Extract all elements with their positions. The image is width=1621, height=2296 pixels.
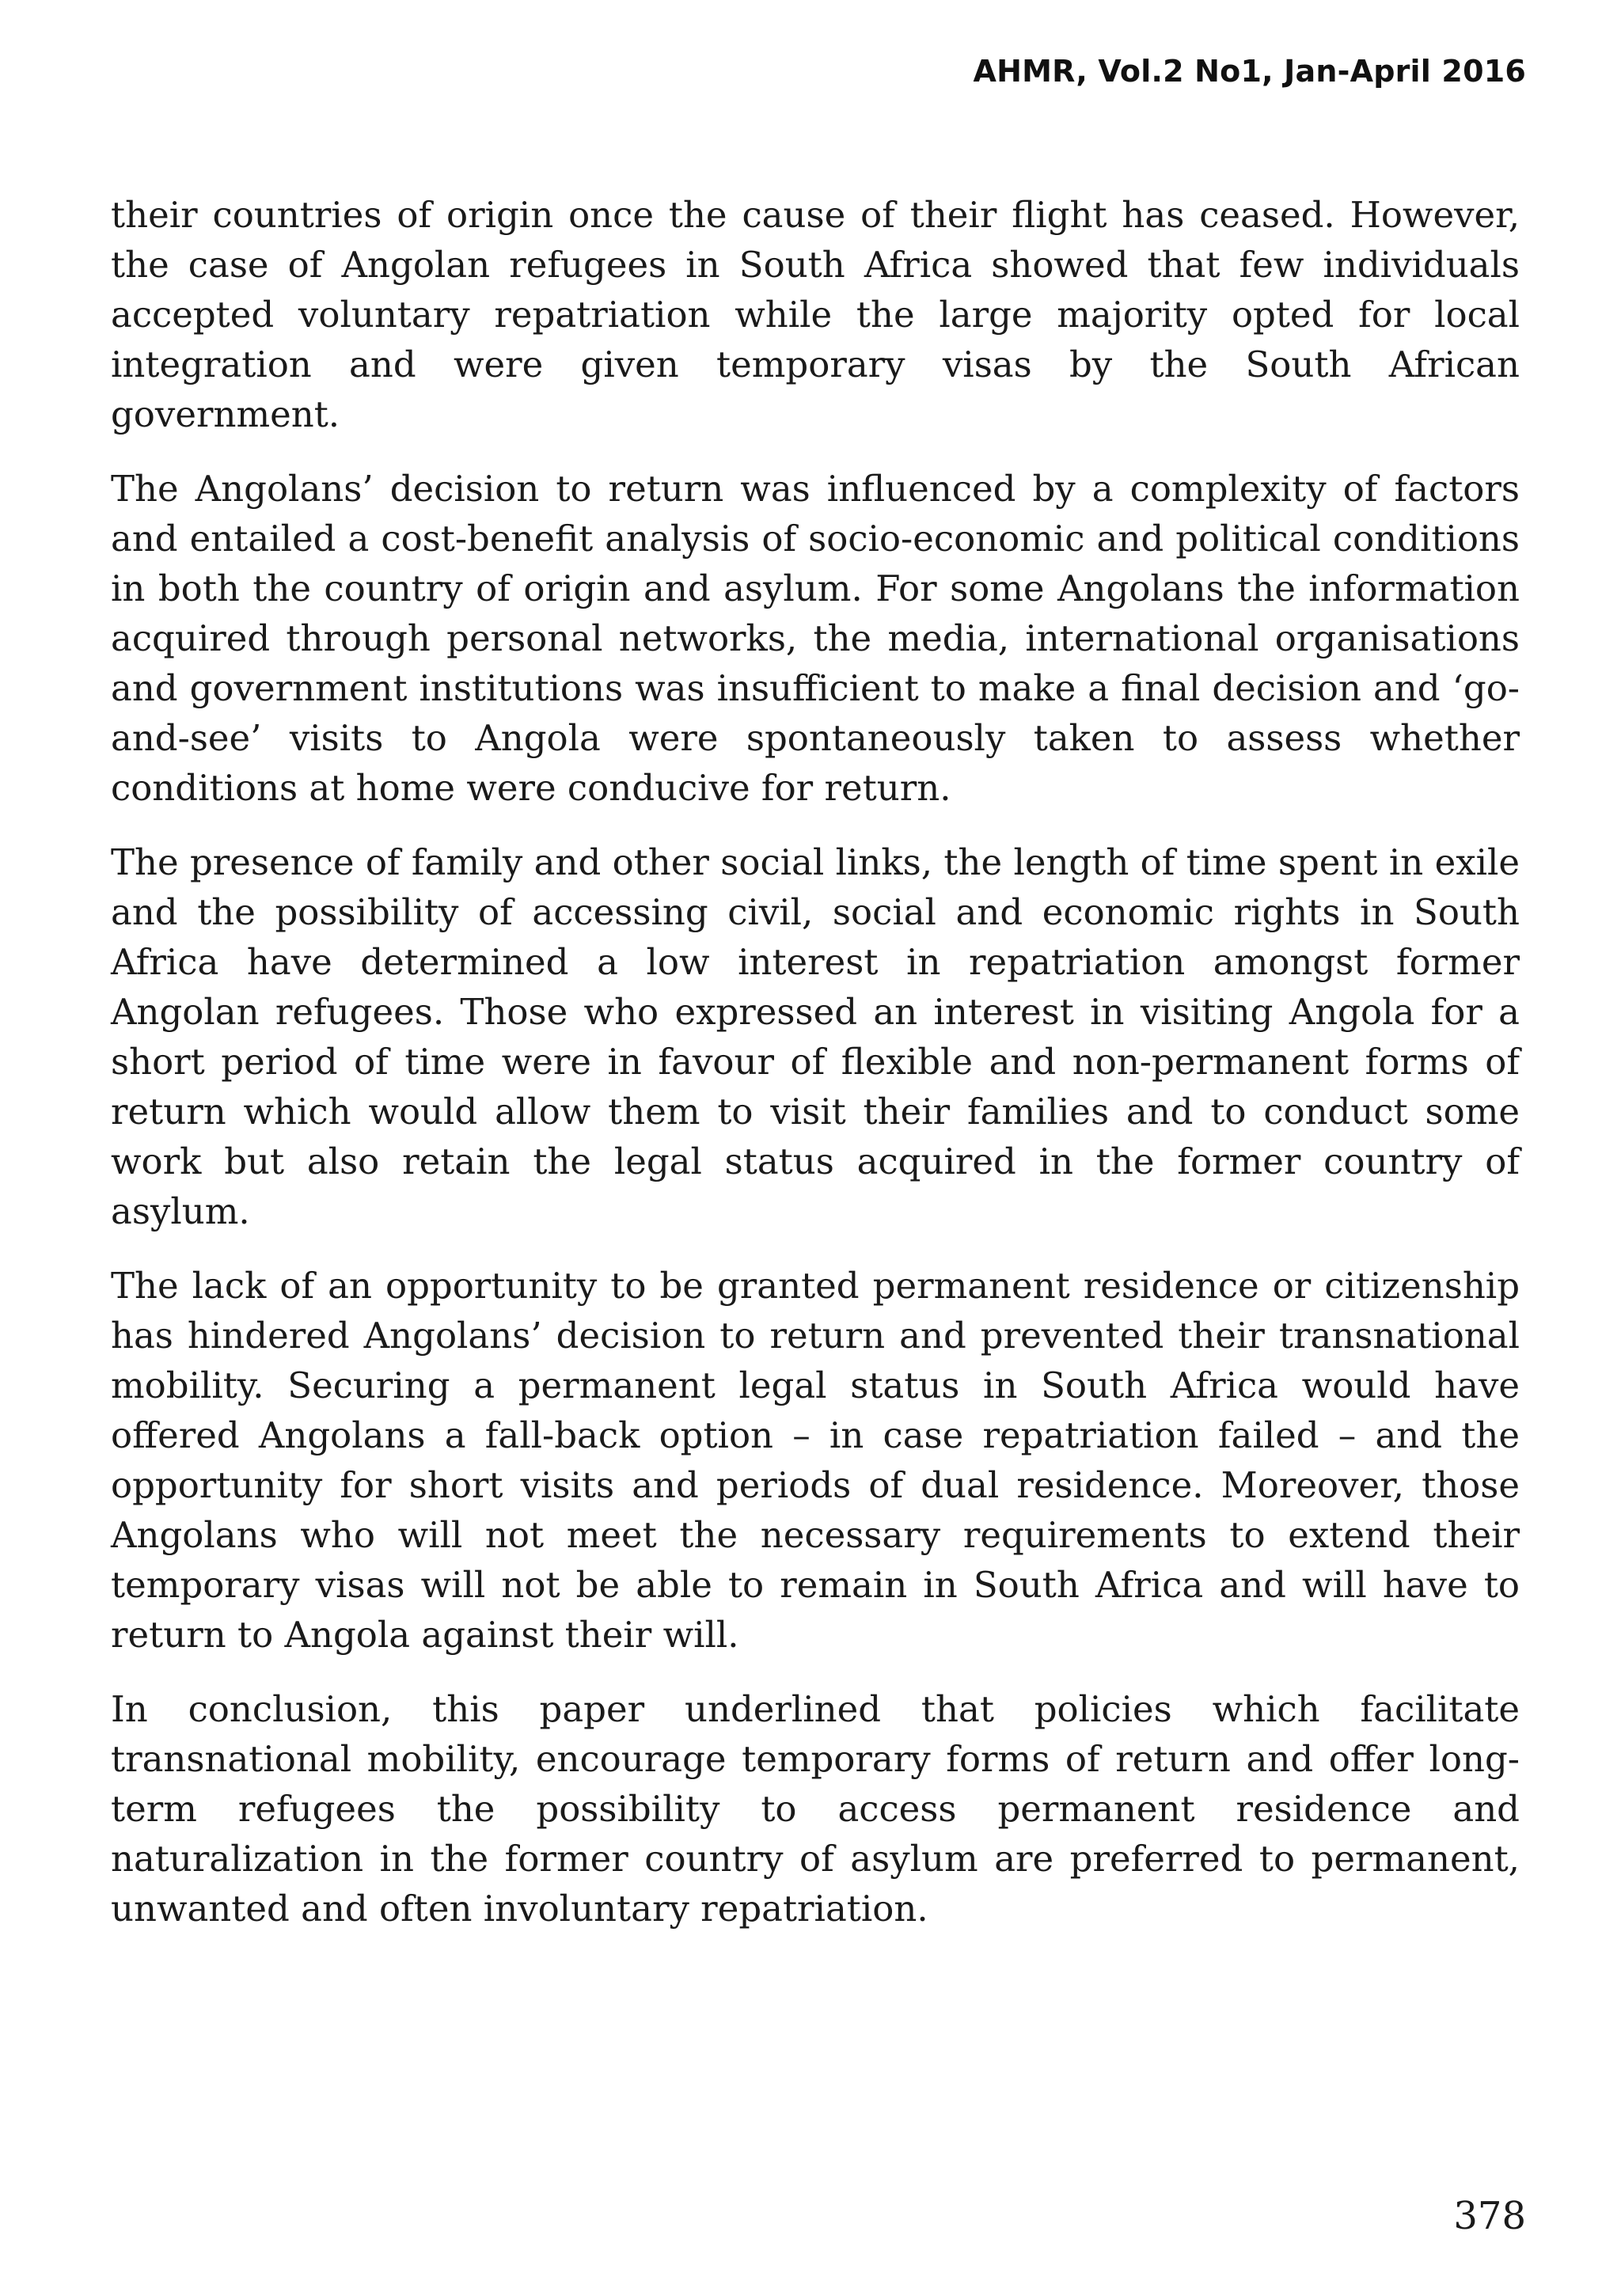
body-paragraph: their countries of origin once the cause of their flight has ceased. However, the case of Angolan refugees in South Africa showed that few individuals accepted voluntary repatriation while the large majority opted for local integration and were given temporary visas by the South African government. — [111, 194, 1520, 435]
body-paragraph: In conclusion, this paper underlined that policies which facilitate transnational mobility, encourage temporary forms of return and offer long-term refugees the possibility to access permanent residence and naturalization in the former country of asylum are preferred to permanent, unwanted and often involuntary repatriation. — [111, 1688, 1520, 1930]
article-body — [111, 190, 1520, 1958]
body-paragraph: The Angolans’ decision to return was influenced by a complexity of factors and entailed a cost-benefit analysis of socio-economic and political conditions in both the country of origin and asylum. For some Angolans the information acquired through personal networks, the media, international organisations and government institutions was insufficient to make a final decision and ‘go-and-see’ visits to Angola were spontaneously taken to assess whether conditions at home were conducive for return. — [111, 468, 1520, 809]
page-number: 378 — [1453, 2194, 1526, 2238]
body-paragraph: The lack of an opportunity to be granted permanent residence or citizenship has hindered Angolans’ decision to return and prevented their transnational mobility. Securing a permanent legal status in South Africa would have offered Angolans a fall-back option – in case repatriation failed – and the opportunity for short visits and periods of dual residence. Moreover, those Angolans who will not meet the necessary requirements to extend their temporary visas will not be able to remain in South Africa and will have to return to Angola against their will. — [111, 1265, 1520, 1656]
body-paragraph: The presence of family and other social links, the length of time spent in exile and the possibility of accessing civil, social and economic rights in South Africa have determined a low interest in repatriation amongst former Angolan refugees. Those who expressed an interest in visiting Angola for a short period of time were in favour of flexible and non-permanent forms of return which would allow them to visit their families and to conduct some work but also retain the legal status acquired in the former country of asylum. — [111, 841, 1520, 1232]
running-header: AHMR, Vol.2 No1, Jan-April 2016 — [973, 54, 1526, 89]
